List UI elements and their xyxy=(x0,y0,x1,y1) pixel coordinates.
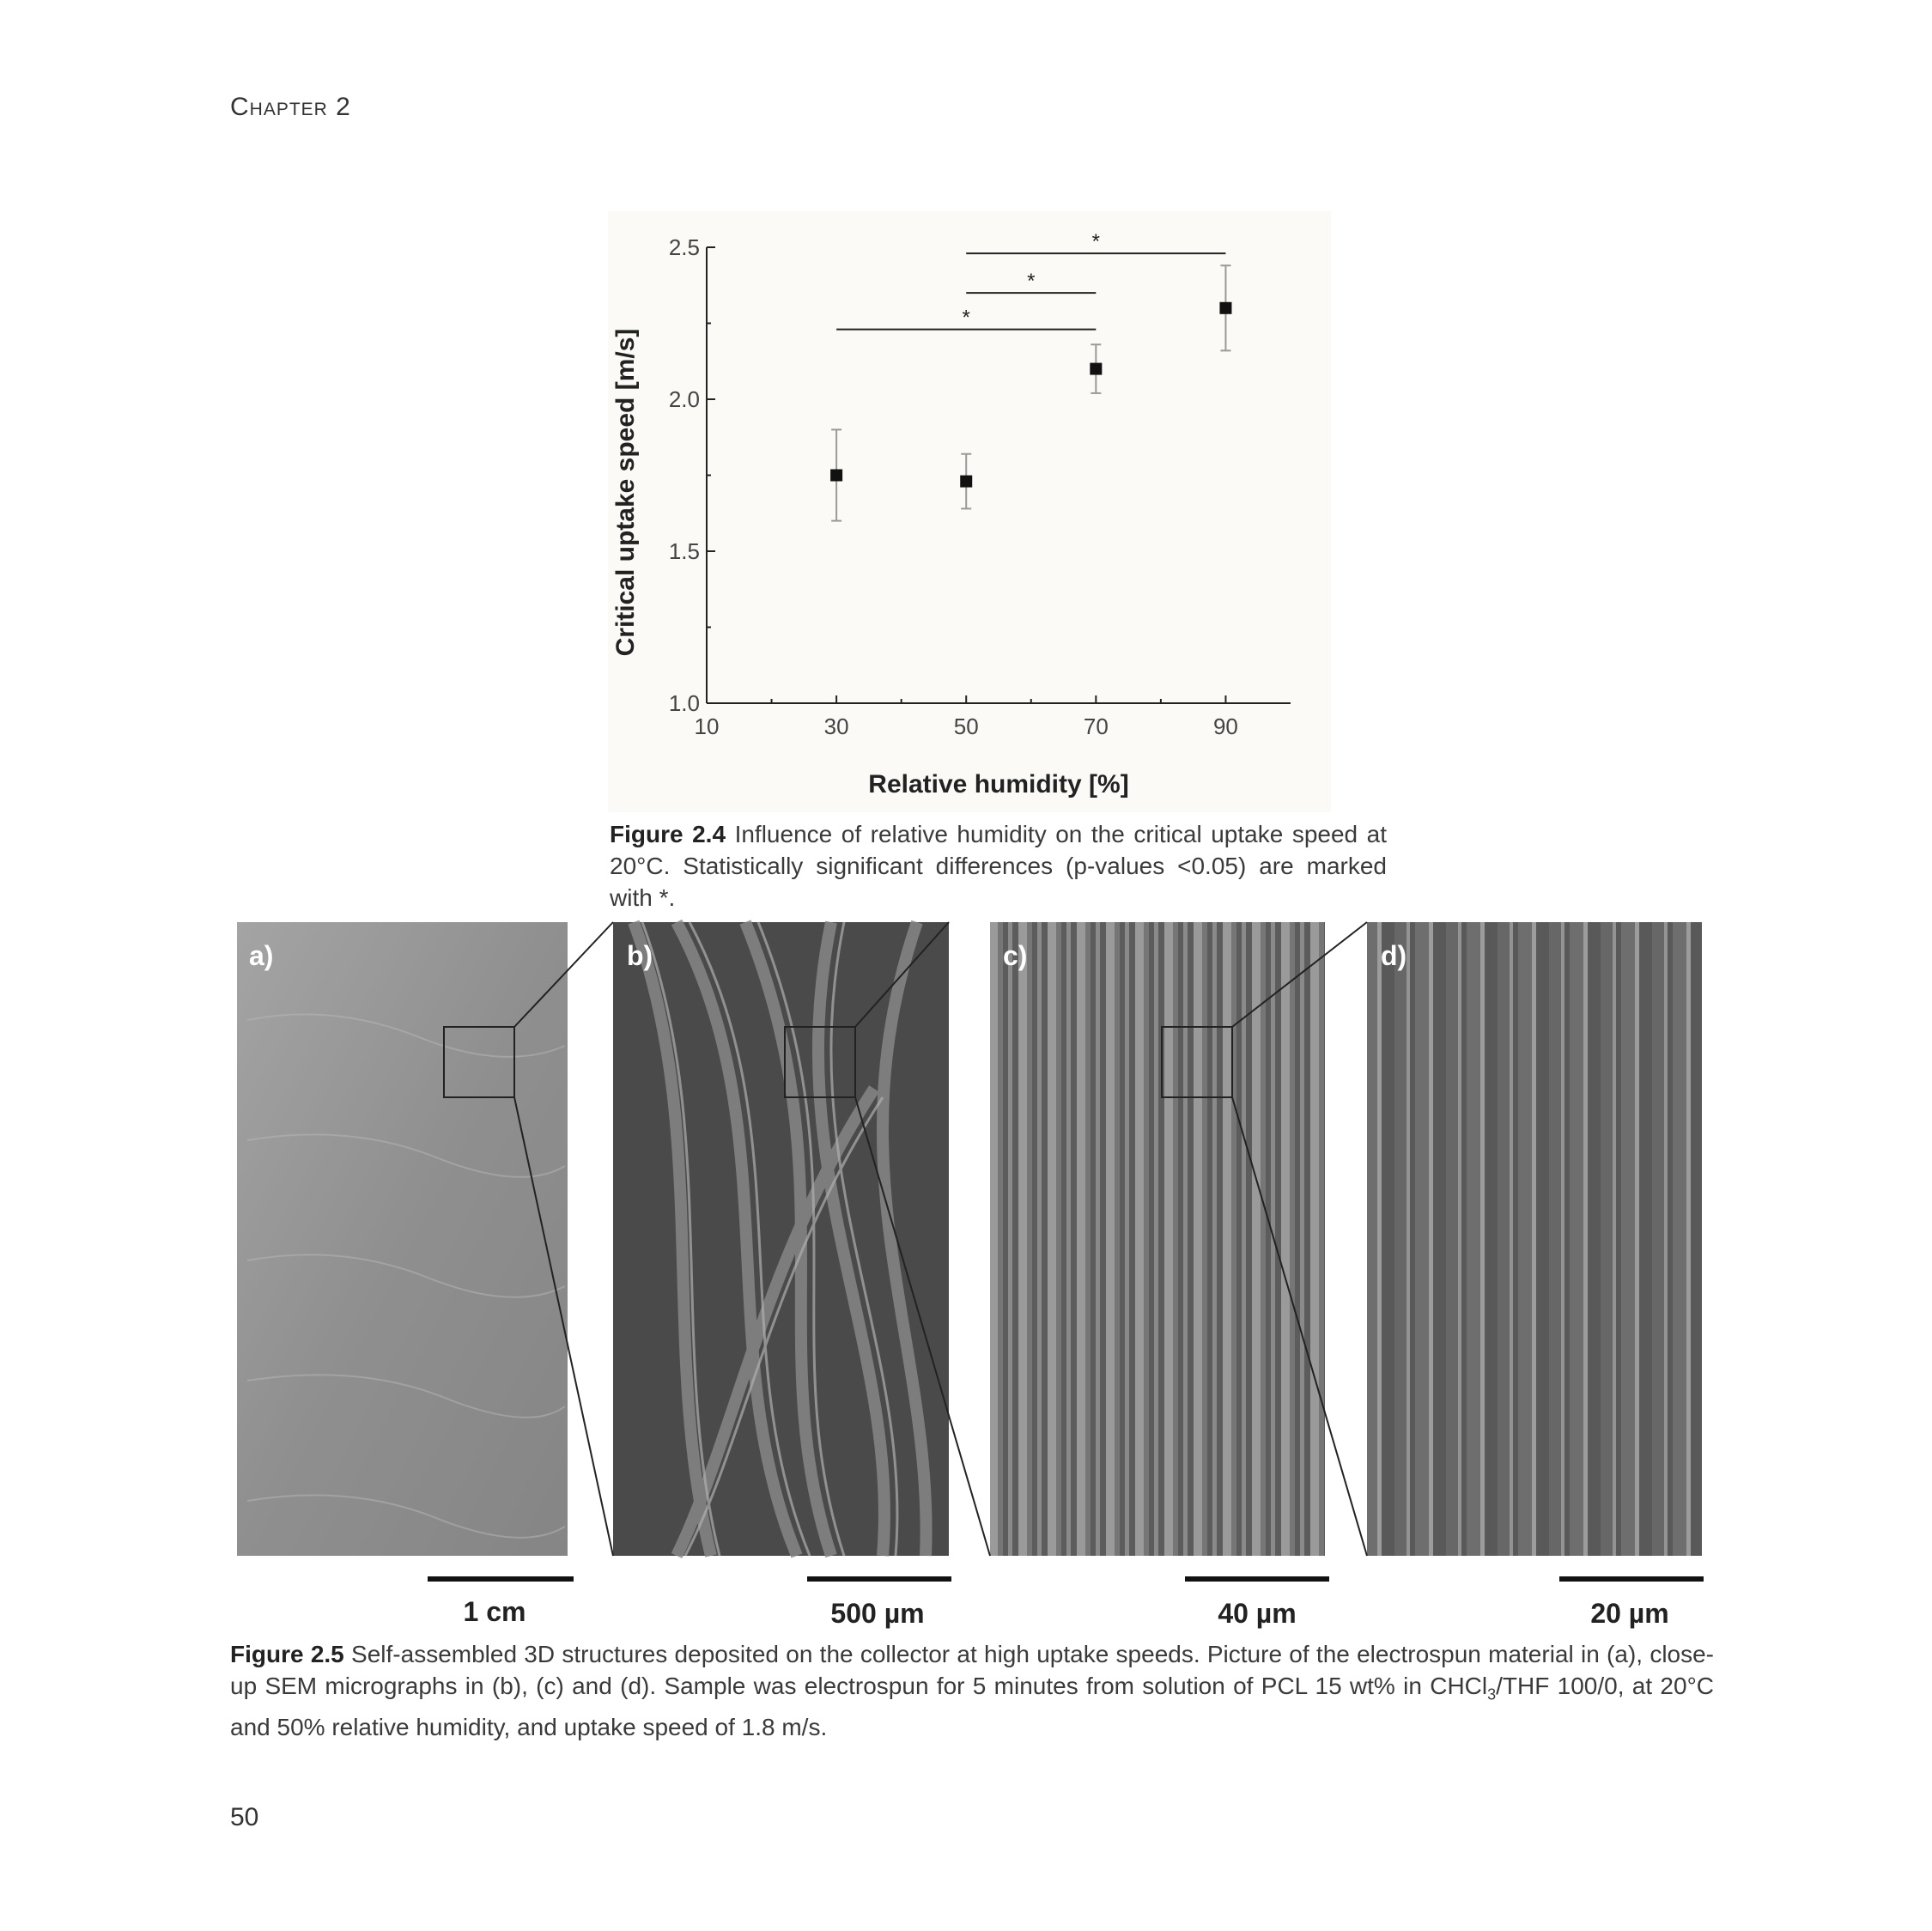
panel-c-label: c) xyxy=(1003,940,1028,971)
x-axis-label: Relative humidity [%] xyxy=(868,770,1129,799)
panel-a-label: a) xyxy=(249,940,274,971)
figure-2-5-caption-text-2: /THF 100/0, at 20°C and 50% relative humidity, and uptake speed of 1.8 m/s. xyxy=(230,1673,1714,1740)
y-tick-label: 2.5 xyxy=(668,234,700,260)
significance-star: * xyxy=(1027,270,1036,294)
scale-bar-d-label: 20 µm xyxy=(1590,1598,1669,1629)
panel-a xyxy=(237,922,568,1556)
x-tick-label: 50 xyxy=(953,713,979,739)
data-point xyxy=(1219,302,1231,314)
figure-2-4-chart xyxy=(608,211,1331,812)
y-tick-label: 1.5 xyxy=(668,538,700,564)
x-tick-label: 10 xyxy=(694,713,720,739)
data-point xyxy=(1090,363,1102,375)
figure-2-5-caption xyxy=(230,1638,1714,1743)
figure-2-5-caption-subscript: 3 xyxy=(1487,1685,1497,1703)
x-tick-label: 90 xyxy=(1212,713,1238,739)
y-tick-label: 1.0 xyxy=(668,690,700,716)
data-point xyxy=(960,476,972,488)
figure-2-5 xyxy=(230,917,1716,1631)
data-point xyxy=(830,470,842,482)
micrograph-panels-svg xyxy=(230,917,1716,1631)
figure-2-5-caption-text-1: Self-assembled 3D structures deposited on the collector at high uptake speeds. Picture of the electrospun material in (a), close-up SEM micrographs in (b), (c) and (d). Sample was electrospun for 5 minutes from solution of PCL 15 wt% in CHCl xyxy=(230,1641,1715,1699)
scale-bar-c-label: 40 µm xyxy=(1218,1598,1297,1629)
figure-2-4-label: Figure 2.4 xyxy=(610,821,726,847)
figure-2-4-caption-text: Influence of relative humidity on the critical uptake speed at 20°C. Statistically significant differences (p-values <0.05) are marked with *. xyxy=(610,821,1388,911)
panel-d-label: d) xyxy=(1381,940,1407,971)
panel-b-label: b) xyxy=(627,940,653,971)
running-head: Chapter 2 xyxy=(230,93,351,121)
panel-d xyxy=(1367,922,1702,1556)
figure-2-5-label: Figure 2.5 xyxy=(230,1641,344,1667)
x-tick-label: 30 xyxy=(823,713,849,739)
scatter-chart-svg xyxy=(608,211,1331,812)
scale-bar-a-label: 1 cm xyxy=(463,1596,526,1627)
significance-star: * xyxy=(962,306,970,330)
page-number: 50 xyxy=(230,1803,259,1831)
scale-bar-b-label: 500 µm xyxy=(830,1598,925,1629)
figure-2-4-caption xyxy=(610,818,1387,914)
scale-bars xyxy=(428,1576,1704,1582)
y-axis-label: Critical uptake speed [m/s] xyxy=(611,328,640,657)
panel-b xyxy=(613,922,949,1556)
significance-star: * xyxy=(1091,230,1101,254)
x-tick-label: 70 xyxy=(1083,713,1109,739)
y-tick-label: 2.0 xyxy=(668,386,700,412)
